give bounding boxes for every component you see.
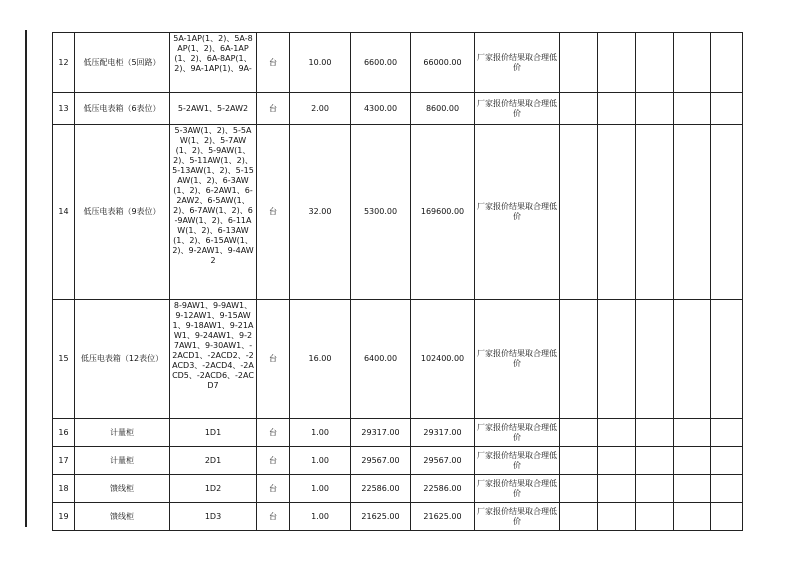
- quotation-table: [52, 32, 743, 531]
- row-number: 14: [53, 125, 75, 300]
- item-quantity: 1.00: [290, 447, 351, 475]
- empty-cell: [598, 125, 636, 300]
- table-row: [53, 503, 743, 531]
- item-quantity: 1.00: [290, 475, 351, 503]
- empty-cell: [560, 93, 598, 125]
- table-row: [53, 125, 743, 300]
- table-row: [53, 419, 743, 447]
- empty-cell: [711, 503, 743, 531]
- empty-cell: [711, 300, 743, 419]
- empty-cell: [636, 419, 674, 447]
- item-spec: 1D2: [170, 475, 257, 503]
- item-name: 计量柜: [75, 447, 170, 475]
- item-amount: 21625.00: [411, 503, 475, 531]
- item-unit: 台: [257, 300, 290, 419]
- empty-cell: [598, 33, 636, 93]
- table-row: [53, 93, 743, 125]
- item-quantity: 1.00: [290, 503, 351, 531]
- item-amount: 8600.00: [411, 93, 475, 125]
- empty-cell: [636, 125, 674, 300]
- empty-cell: [711, 33, 743, 93]
- empty-cell: [711, 93, 743, 125]
- item-amount: 102400.00: [411, 300, 475, 419]
- empty-cell: [674, 503, 711, 531]
- empty-cell: [674, 447, 711, 475]
- item-unit: 台: [257, 33, 290, 93]
- item-note: 厂家报价结果取合理低价: [475, 300, 560, 419]
- item-quantity: 10.00: [290, 33, 351, 93]
- item-amount: 169600.00: [411, 125, 475, 300]
- row-number: 12: [53, 33, 75, 93]
- item-note: 厂家报价结果取合理低价: [475, 33, 560, 93]
- empty-cell: [636, 447, 674, 475]
- item-spec: 2D1: [170, 447, 257, 475]
- item-quantity: 1.00: [290, 419, 351, 447]
- item-spec: [170, 33, 257, 93]
- table-row: [53, 447, 743, 475]
- item-unit: 台: [257, 503, 290, 531]
- item-spec: 1D3: [170, 503, 257, 531]
- table-row: [53, 475, 743, 503]
- empty-cell: [636, 300, 674, 419]
- row-number: 19: [53, 503, 75, 531]
- item-unit-price: 6600.00: [351, 33, 411, 93]
- item-spec: 5-2AW1、5-2AW2: [170, 93, 257, 125]
- empty-cell: [674, 475, 711, 503]
- item-unit-price: 6400.00: [351, 300, 411, 419]
- item-spec-text: 5-3AW(1、2)、5-5AW(1、2)、5-7AW(1、2)、5-9AW(1、2)、5-11AW(1、2)、5-13AW(1、2)、5-15AW(1、2)、6-3AW(1、2)、6-2AW1、6-2AW2、6-5AW(1、2)、6-7AW(1、2)、6-9AW(1、2)、6-11AW(1、2)、6-13AW(1、2)、6-15AW(1、2)、9-2AW1、9-4AW2: [172, 125, 254, 265]
- table-row: [53, 33, 743, 93]
- item-quantity: 2.00: [290, 93, 351, 125]
- empty-cell: [598, 475, 636, 503]
- item-unit: 台: [257, 125, 290, 300]
- empty-cell: [560, 419, 598, 447]
- item-name: 低压电表箱（6表位）: [75, 93, 170, 125]
- item-name: 低压电表箱（9表位）: [75, 125, 170, 300]
- empty-cell: [674, 93, 711, 125]
- item-unit: 台: [257, 93, 290, 125]
- item-name: 馈线柜: [75, 503, 170, 531]
- item-amount: 29317.00: [411, 419, 475, 447]
- item-quantity: 32.00: [290, 125, 351, 300]
- item-amount: 29567.00: [411, 447, 475, 475]
- empty-cell: [674, 419, 711, 447]
- empty-cell: [560, 33, 598, 93]
- item-spec: [170, 300, 257, 419]
- empty-cell: [598, 447, 636, 475]
- empty-cell: [636, 503, 674, 531]
- item-amount: 66000.00: [411, 33, 475, 93]
- item-spec: 1D1: [170, 419, 257, 447]
- empty-cell: [560, 475, 598, 503]
- empty-cell: [560, 300, 598, 419]
- empty-cell: [674, 125, 711, 300]
- empty-cell: [636, 93, 674, 125]
- item-unit-price: 22586.00: [351, 475, 411, 503]
- item-spec-text: 8-9AW1、9-9AW1、9-12AW1、9-15AW1、9-18AW1、9-21AW1、9-24AW1、9-27AW1、9-30AW1、-2ACD1、-2ACD2、-2ACD3、-2ACD4、-2ACD5、-2ACD6、-2ACD7: [172, 300, 254, 390]
- item-unit-price: 21625.00: [351, 503, 411, 531]
- table-row: [53, 300, 743, 419]
- empty-cell: [560, 503, 598, 531]
- empty-cell: [598, 93, 636, 125]
- item-unit: 台: [257, 419, 290, 447]
- empty-cell: [560, 125, 598, 300]
- item-unit: 台: [257, 475, 290, 503]
- empty-cell: [711, 447, 743, 475]
- binding-margin-line: [25, 30, 27, 527]
- item-note: 厂家报价结果取合理低价: [475, 93, 560, 125]
- item-unit-price: 5300.00: [351, 125, 411, 300]
- row-number: 16: [53, 419, 75, 447]
- item-name: 低压电表箱（12表位）: [75, 300, 170, 419]
- item-unit-price: 4300.00: [351, 93, 411, 125]
- item-quantity: 16.00: [290, 300, 351, 419]
- empty-cell: [711, 125, 743, 300]
- empty-cell: [674, 300, 711, 419]
- item-note: 厂家报价结果取合理低价: [475, 125, 560, 300]
- empty-cell: [598, 503, 636, 531]
- empty-cell: [598, 419, 636, 447]
- empty-cell: [636, 33, 674, 93]
- empty-cell: [711, 475, 743, 503]
- item-unit: 台: [257, 447, 290, 475]
- item-name: 低压配电柜（5回路）: [75, 33, 170, 93]
- empty-cell: [711, 419, 743, 447]
- item-amount: 22586.00: [411, 475, 475, 503]
- empty-cell: [560, 447, 598, 475]
- row-number: 18: [53, 475, 75, 503]
- item-unit-price: 29317.00: [351, 419, 411, 447]
- empty-cell: [636, 475, 674, 503]
- item-note: 厂家报价结果取合理低价: [475, 475, 560, 503]
- item-unit-price: 29567.00: [351, 447, 411, 475]
- row-number: 17: [53, 447, 75, 475]
- item-spec-text: 5A-1AP(1、2)、5A-8AP(1、2)、6A-1AP(1、2)、6A-8AP(1、2)、9A-1AP(1)、9A-: [173, 33, 253, 73]
- item-note: 厂家报价结果取合理低价: [475, 447, 560, 475]
- empty-cell: [674, 33, 711, 93]
- item-name: 计量柜: [75, 419, 170, 447]
- row-number: 15: [53, 300, 75, 419]
- empty-cell: [598, 300, 636, 419]
- row-number: 13: [53, 93, 75, 125]
- item-spec: [170, 125, 257, 300]
- item-note: 厂家报价结果取合理低价: [475, 503, 560, 531]
- item-name: 馈线柜: [75, 475, 170, 503]
- item-note: 厂家报价结果取合理低价: [475, 419, 560, 447]
